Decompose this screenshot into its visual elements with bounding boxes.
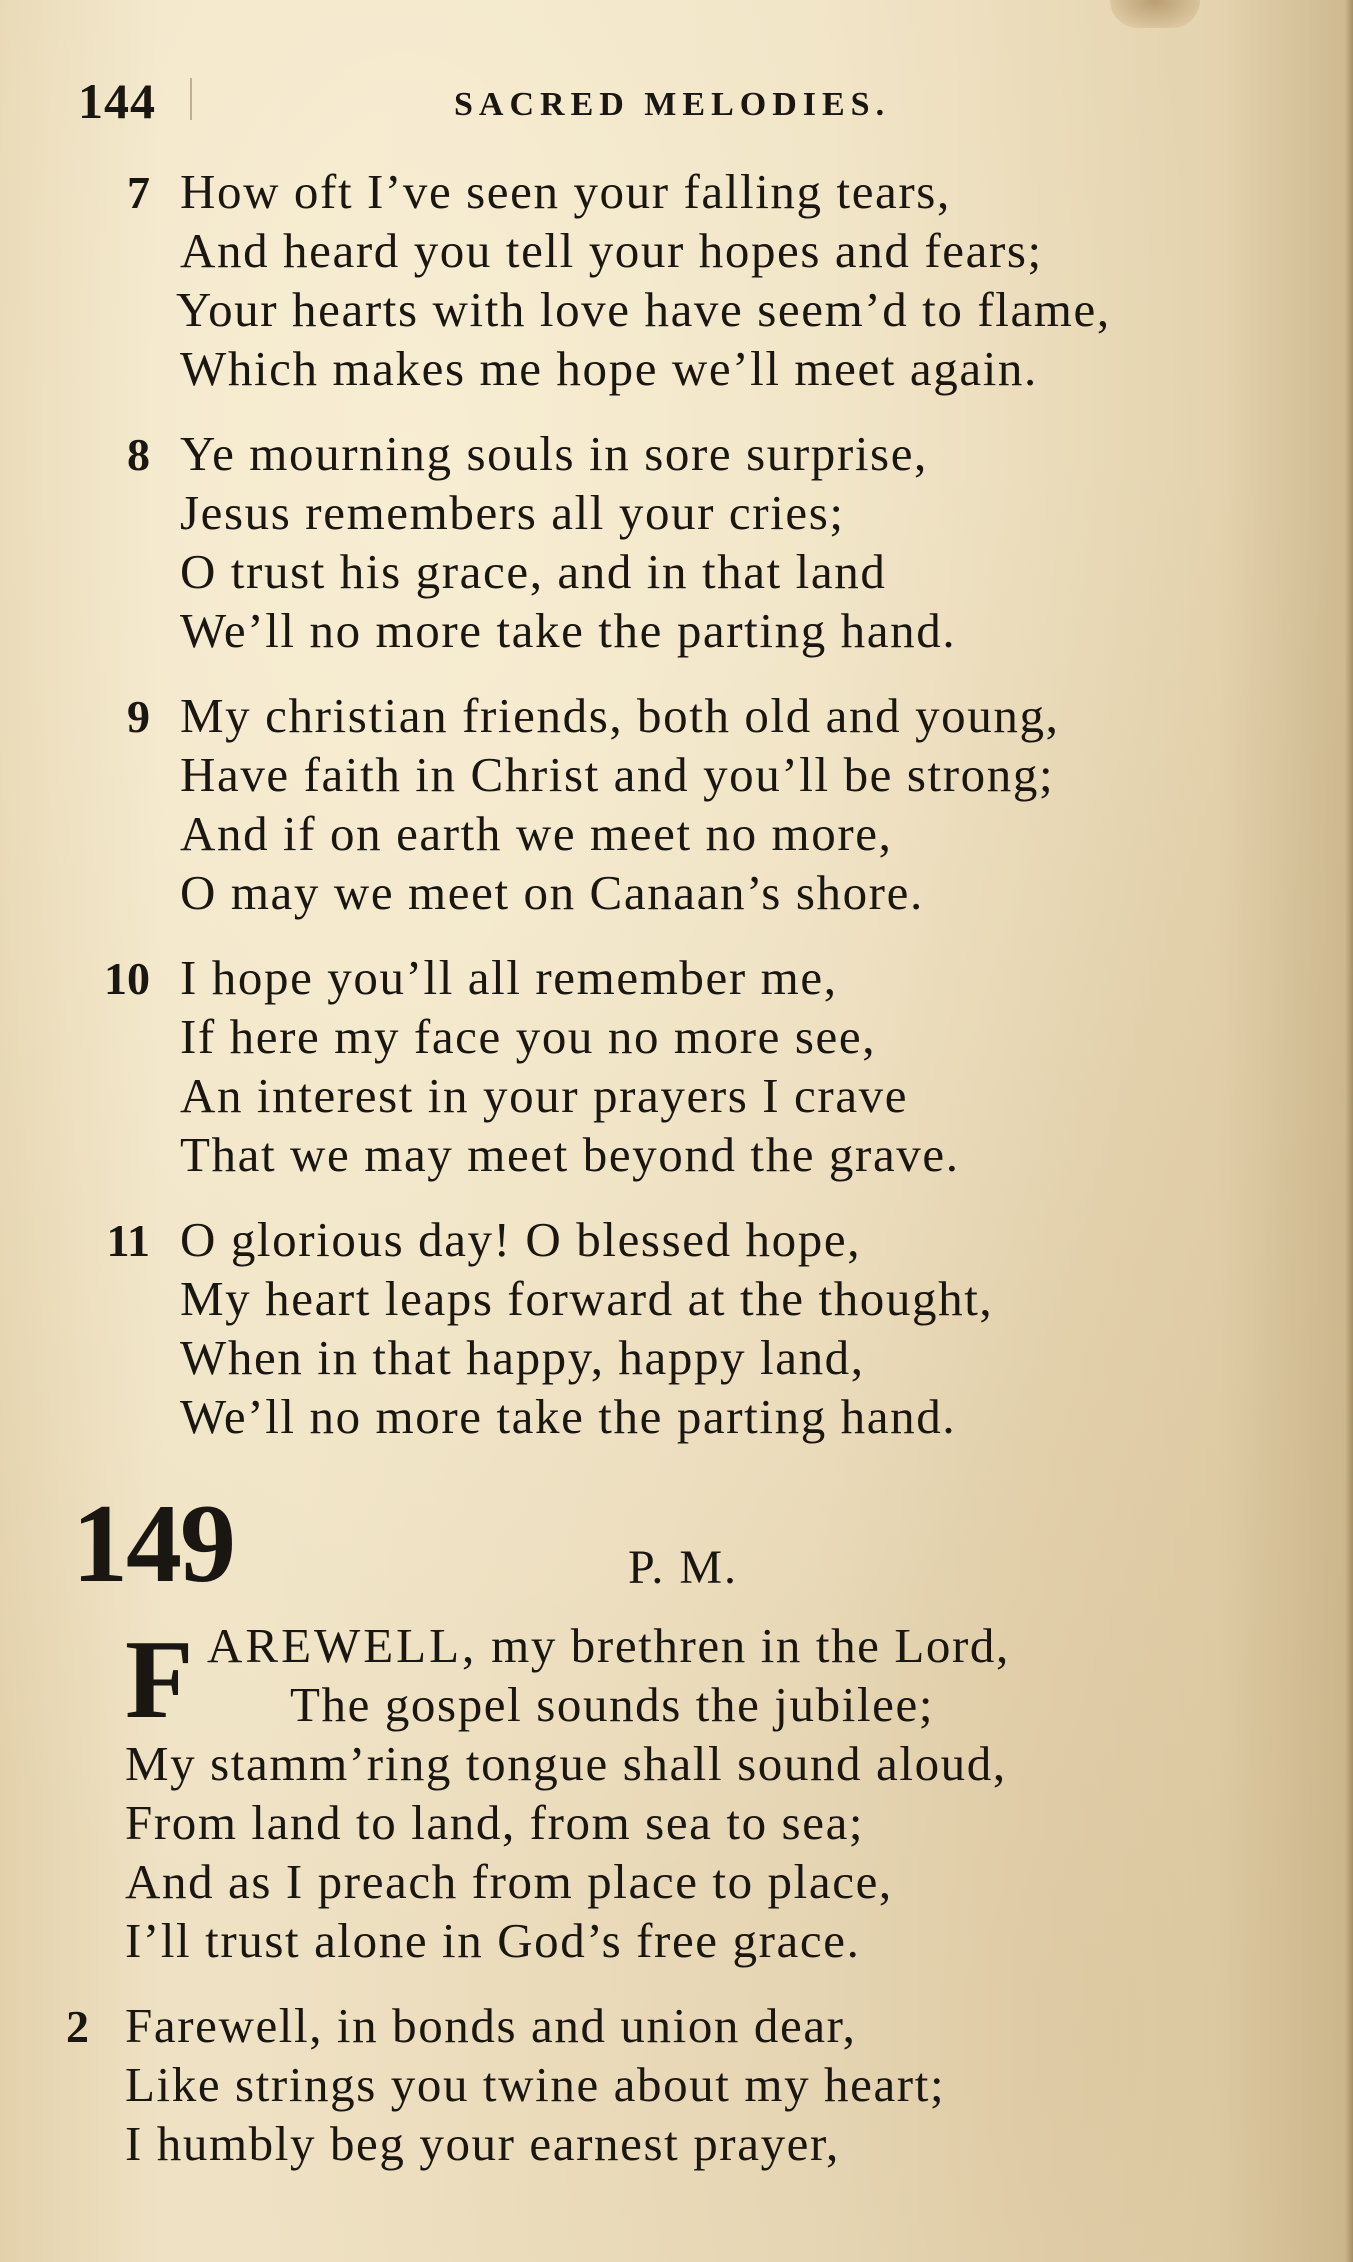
- verse-line: Which makes me hope we’ll meet again.: [180, 341, 1038, 396]
- verse-number: 10: [104, 953, 150, 1004]
- verse-line: O trust his grace, and in that land: [180, 544, 887, 599]
- verse-line: When in that happy, happy land,: [180, 1330, 865, 1385]
- hymn-number: 149: [72, 1482, 234, 1606]
- verse-line: We’ll no more take the parting hand.: [180, 603, 957, 658]
- verse-number: 7: [127, 167, 150, 218]
- verse-line: Your hearts with love have seem’d to flame,: [176, 282, 1111, 337]
- verse-line: Jesus remembers all your cries;: [180, 485, 845, 540]
- verse-line: I’ll trust alone in God’s free grace.: [125, 1913, 861, 1968]
- verse-line: My stamm’ring tongue shall sound aloud,: [125, 1736, 1007, 1791]
- first-line-caps: AREWELL,: [207, 1618, 478, 1673]
- stanza-7: [90, 162, 1270, 398]
- verse-line: Have faith in Christ and you’ll be strong;: [180, 747, 1055, 802]
- page-edge-shadow: [1345, 0, 1353, 2262]
- verse-line: And heard you tell your hopes and fears;: [180, 223, 1043, 278]
- page-header: [78, 72, 1258, 132]
- verse-number: 8: [127, 429, 150, 480]
- drop-cap: F: [125, 1618, 194, 1742]
- verse-line: I humbly beg your earnest prayer,: [125, 2116, 840, 2171]
- paper-stain: [1110, 0, 1200, 28]
- verse-line: An interest in your prayers I crave: [180, 1068, 909, 1123]
- stanza-11: [90, 1210, 1270, 1446]
- hymn-stanza-1: [125, 1616, 1285, 1970]
- stanza-10: [90, 948, 1270, 1184]
- stanza-9: [90, 686, 1270, 922]
- verse-line: My christian friends, both old and young,: [180, 688, 1060, 743]
- verse-line: O may we meet on Canaan’s shore.: [180, 865, 924, 920]
- first-line: [207, 1616, 1285, 1675]
- hymn-stanza-2: [66, 1996, 1266, 2173]
- verse-line: We’ll no more take the parting hand.: [180, 1389, 957, 1444]
- verse-line: How oft I’ve seen your falling tears,: [180, 164, 951, 219]
- verse-line: I hope you’ll all remember me,: [180, 950, 838, 1005]
- verse-number: 2: [66, 2001, 89, 2052]
- verse-line: The gospel sounds the jubilee;: [290, 1677, 935, 1732]
- stanza-8: [90, 424, 1270, 660]
- header-divider: [190, 78, 192, 120]
- verse-line: Farewell, in bonds and union dear,: [125, 1998, 857, 2053]
- verse-line: And as I preach from place to place,: [125, 1854, 893, 1909]
- verse-line: Like strings you twine about my heart;: [125, 2057, 946, 2112]
- hymn-meter: P. M.: [628, 1541, 739, 1594]
- verse-line: From land to land, from sea to sea;: [125, 1795, 865, 1850]
- first-line-rest: my brethren in the Lord,: [477, 1618, 1010, 1673]
- verse-line: Ye mourning souls in sore surprise,: [180, 426, 928, 481]
- running-head: SACRED MELODIES.: [454, 86, 891, 123]
- verse-line: O glorious day! O blessed hope,: [180, 1212, 862, 1267]
- verse-line: And if on earth we meet no more,: [180, 806, 893, 861]
- verse-line: That we may meet beyond the grave.: [180, 1127, 960, 1182]
- page-number: 144: [78, 73, 156, 129]
- verse-line: If here my face you no more see,: [180, 1009, 877, 1064]
- verse-number: 9: [127, 691, 150, 742]
- verse-number: 11: [106, 1215, 150, 1266]
- verse-line: My heart leaps forward at the thought,: [180, 1271, 994, 1326]
